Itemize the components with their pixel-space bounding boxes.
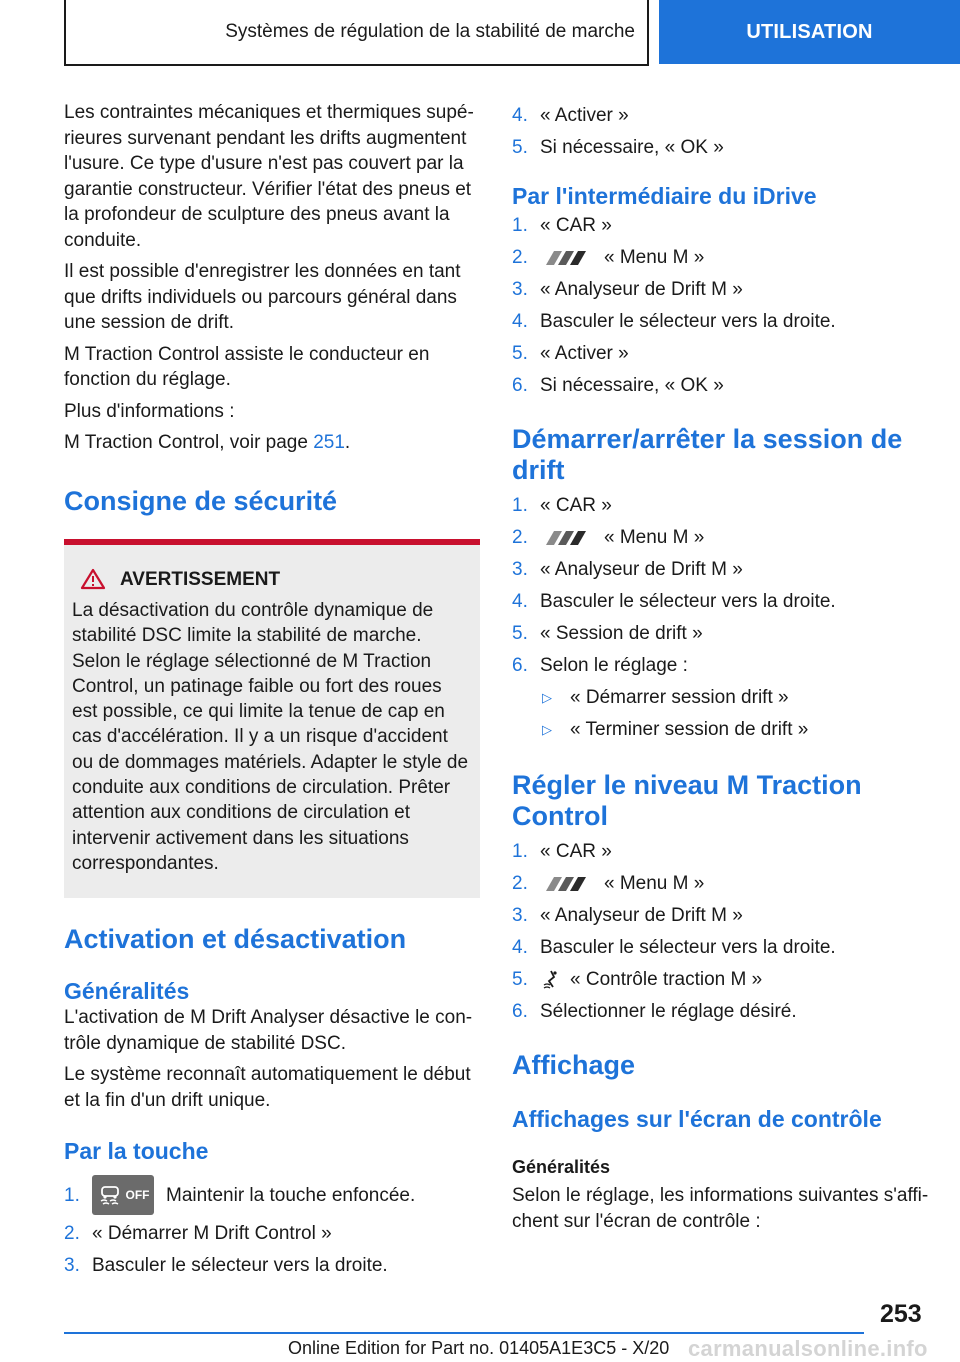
paragraph-display-info: Selon le réglage, les informations suivantes s'affichent sur l'écran de contrôle : <box>512 1185 929 1232</box>
step-text: « Session de drift » <box>540 623 703 645</box>
step-text: Si nécessaire, « OK » <box>540 375 724 397</box>
warning-triangle-icon <box>80 568 106 590</box>
button-steps-list <box>64 1173 480 1281</box>
heading-by-button: Par la touche <box>64 1138 209 1165</box>
step-text: « Activer » <box>540 343 629 365</box>
heading-traction-level: Régler le niveau M Traction Control <box>512 770 862 831</box>
step-number: 2. <box>512 873 528 895</box>
step-number: 5. <box>512 623 528 645</box>
step-number: 5. <box>512 137 528 159</box>
list-item <box>512 338 932 370</box>
heading-activation: Activation et désactivation <box>64 924 407 955</box>
paragraph-dsc-off: L'activation de M Drift Analyser désactive le contrôle dynamique de stabilité DSC. <box>64 1007 473 1054</box>
step-text: « Démarrer M Drift Control » <box>92 1222 332 1244</box>
session-sub-list <box>512 682 932 746</box>
triangle-bullet-icon: ▷ <box>542 690 552 706</box>
step-text: « CAR » <box>540 841 612 863</box>
step-text: « Activer » <box>540 105 629 127</box>
paragraph-assist: M Traction Control assiste le conducteur en fonction du réglage. <box>64 343 430 390</box>
heading-safety: Consigne de sécurité <box>64 485 338 516</box>
step-number: 3. <box>512 559 528 581</box>
list-item <box>512 868 932 900</box>
top-steps-list <box>512 100 932 164</box>
step-text: Basculer le sélecteur vers la droite. <box>540 937 836 959</box>
step-text: Basculer le sélecteur vers la droite. <box>92 1254 388 1276</box>
step-number: 5. <box>512 969 528 991</box>
step-number: 1. <box>512 841 528 863</box>
warning-header <box>72 567 470 593</box>
step-number: 2. <box>64 1222 80 1244</box>
list-item <box>512 370 932 402</box>
edition-text: Online Edition for Part no. 01405A1E3C5 - X/20 <box>288 1338 670 1358</box>
list-item <box>64 1249 480 1281</box>
step-number: 3. <box>512 279 528 301</box>
step-text: Basculer le sélecteur vers la droite. <box>540 311 836 333</box>
warning-text: La désactivation du contrôle dynamique de stabilité DSC limite la stabilité de marche. Selon le réglage sélectionné de M Traction Control, un patinage faible ou fort des roues est possible, ce qui limite la tenue de cap en cas d'accélération. Il y a un risque d'accident ou de dommages matériels. Adapter le style de conduite aux conditions de circulation. Prêter attention aux conditions de circulation et intervenir activement dans les situations correspondantes. <box>72 600 469 874</box>
list-item <box>512 522 932 554</box>
step-text: « CAR » <box>540 215 612 237</box>
step-text: « Analyseur de Drift M » <box>540 559 743 581</box>
see-page-end: . <box>344 432 351 453</box>
session-steps-list <box>512 490 932 682</box>
sub-item-text: « Démarrer session drift » <box>570 687 789 709</box>
list-item <box>512 650 932 682</box>
triangle-bullet-icon: ▷ <box>542 722 552 738</box>
section-tab[interactable]: UTILISATION <box>659 0 960 64</box>
step-number: 1. <box>64 1184 80 1206</box>
off-label: OFF <box>125 1187 150 1202</box>
step-number: 1. <box>512 215 528 237</box>
paragraph-detect: Le système reconnaît automatiquement le début et la fin d'un drift unique. <box>64 1064 471 1111</box>
step-text: « Contrôle traction M » <box>570 969 763 991</box>
idrive-steps-list <box>512 210 932 402</box>
list-item <box>542 714 932 746</box>
step-number: 4. <box>512 105 528 127</box>
list-item <box>512 210 932 242</box>
paragraph-recording: Il est possible d'enregistrer les données en tant que drifts individuels ou parcours général dans une session de drift. <box>64 261 461 333</box>
step-text: « CAR » <box>540 495 612 517</box>
step-number: 3. <box>64 1254 80 1276</box>
list-item <box>512 100 932 132</box>
list-item <box>512 306 932 338</box>
page-link[interactable]: 251 <box>313 432 345 453</box>
heading-idrive: Par l'intermédiaire du iDrive <box>512 183 817 209</box>
step-number: 2. <box>512 527 528 549</box>
page-header <box>0 0 960 66</box>
step-text: Selon le réglage : <box>540 655 688 677</box>
step-text: « Menu M » <box>604 247 705 269</box>
list-item <box>512 836 932 868</box>
list-item <box>512 554 932 586</box>
step-text: « Menu M » <box>604 873 705 895</box>
footer-divider <box>64 1332 864 1334</box>
paragraph-wear: Les contraintes mécaniques et thermiques supérieures survenant pendant les drifts augmentent l'usure. Ce type d'usure n'est pas couvert par la garantie constructeur. Vérifier l'état des pneus et la profondeur de sculpture des pneus avant la conduite. <box>64 102 474 251</box>
left-column <box>64 100 480 1281</box>
m-stripes-icon <box>540 529 594 547</box>
list-item <box>512 242 932 274</box>
list-item <box>542 682 932 714</box>
list-item <box>512 586 932 618</box>
list-item <box>512 490 932 522</box>
chapter-title: Systèmes de régulation de la stabilité de marche <box>64 0 649 66</box>
watermark: carmanualsonline.info <box>688 1336 928 1361</box>
list-item <box>512 132 932 164</box>
list-item <box>512 618 932 650</box>
m-stripes-icon <box>540 249 594 267</box>
step-text: Sélectionner le réglage désiré. <box>540 1001 797 1023</box>
step-number: 6. <box>512 1001 528 1023</box>
paragraph-more-info: Plus d'informations : <box>64 400 235 422</box>
step-number: 4. <box>512 591 528 613</box>
list-item <box>64 1173 480 1217</box>
list-item <box>512 274 932 306</box>
page-number: 253 <box>880 1300 922 1328</box>
step-number: 3. <box>512 905 528 927</box>
heading-control-screen: Affichages sur l'écran de contrôle <box>512 1106 882 1132</box>
step-number: 4. <box>512 311 528 333</box>
heading-display: Affichage <box>512 1050 636 1080</box>
step-text: Si nécessaire, « OK » <box>540 137 724 159</box>
step-number: 4. <box>512 937 528 959</box>
dsc-off-button-icon <box>92 1175 154 1215</box>
warning-box <box>64 539 480 899</box>
step-text: « Menu M » <box>604 527 705 549</box>
step-text: « Analyseur de Drift M » <box>540 279 743 301</box>
paragraph-see-page <box>64 430 480 456</box>
traction-control-icon <box>540 969 562 991</box>
step-number: 6. <box>512 375 528 397</box>
step-number: 6. <box>512 655 528 677</box>
right-column <box>512 100 932 1240</box>
sub-item-text: « Terminer session de drift » <box>570 719 809 741</box>
warning-title: AVERTISSEMENT <box>120 568 281 590</box>
m-stripes-icon <box>540 875 594 893</box>
step-number: 1. <box>512 495 528 517</box>
list-item <box>512 996 932 1028</box>
heading-general-display: Généralités <box>512 1157 611 1177</box>
heading-drift-session: Démarrer/arrêter la session de drift <box>512 424 903 485</box>
list-item <box>512 932 932 964</box>
car-skid-icon <box>97 1184 123 1206</box>
step-text: Maintenir la touche enfoncée. <box>166 1184 416 1206</box>
traction-steps-list <box>512 836 932 1028</box>
heading-general: Généralités <box>64 978 190 1005</box>
step-text: Basculer le sélecteur vers la droite. <box>540 591 836 613</box>
see-page-text: M Traction Control, voir page <box>64 432 314 453</box>
step-number: 2. <box>512 247 528 269</box>
list-item <box>64 1217 480 1249</box>
list-item <box>512 964 932 996</box>
step-text: « Analyseur de Drift M » <box>540 905 743 927</box>
list-item <box>512 900 932 932</box>
step-number: 5. <box>512 343 528 365</box>
